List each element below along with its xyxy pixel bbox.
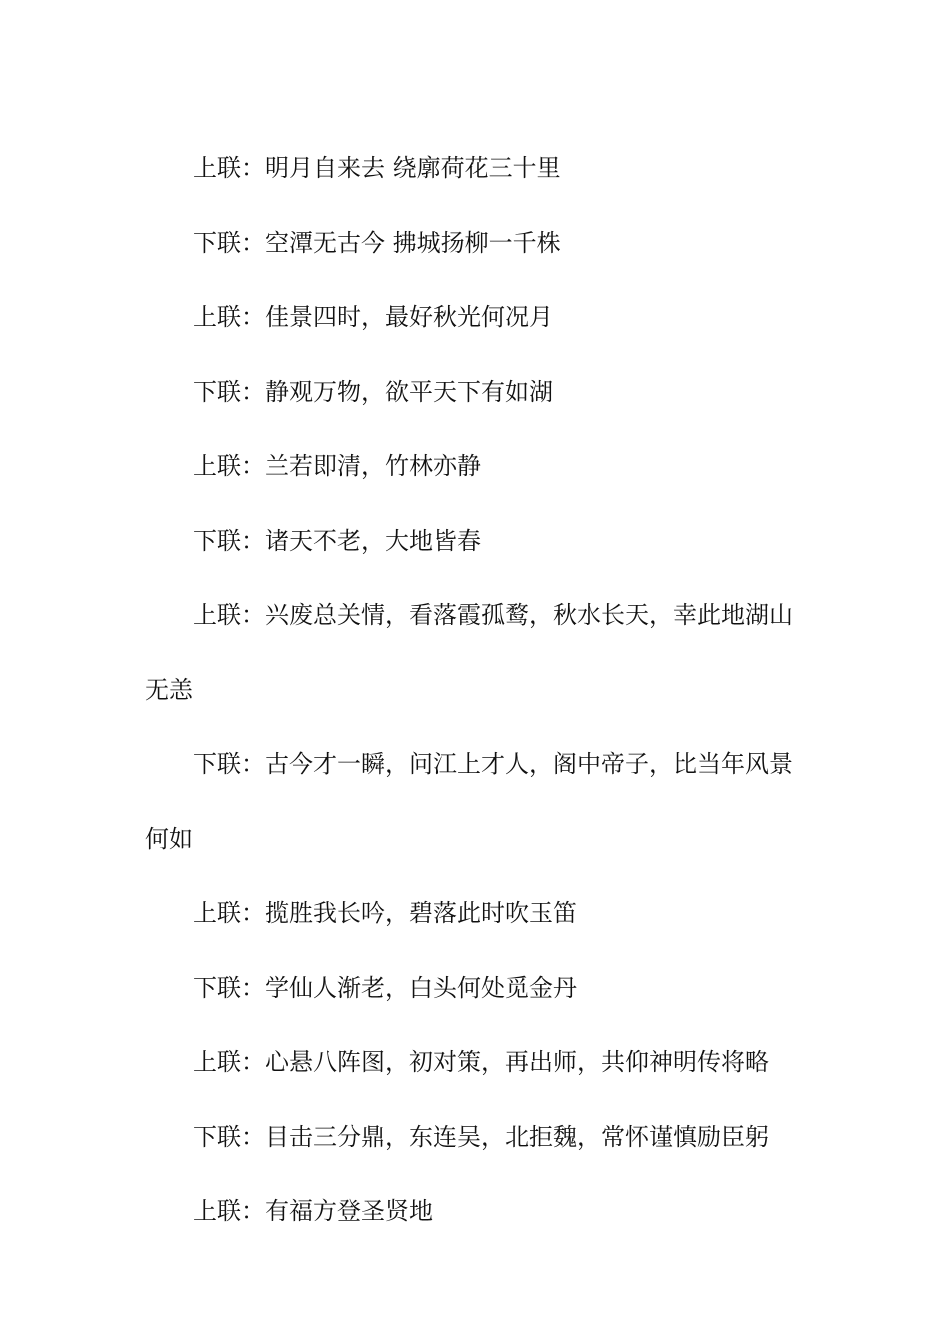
- couplet-list: [145, 131, 815, 1249]
- couplet-line-7: 上联：兴废总关情，看落霞孤鹜，秋水长天，幸此地湖山无恙: [145, 601, 793, 704]
- couplet-line-10: 下联：学仙人渐老，白头何处觅金丹: [193, 973, 577, 1002]
- couplet-line-3: 上联：佳景四时，最好秋光何况月: [193, 303, 553, 331]
- couplet-line-6: 下联：诸天不老，大地皆春: [193, 526, 481, 555]
- couplet-line-8: 下联：古今才一瞬，问江上才人，阁中帝子，比当年风景何如: [145, 750, 793, 853]
- couplet-line-12: 下联：目击三分鼎，东连吴，北拒魏，常怀谨慎励臣躬: [193, 1122, 769, 1151]
- couplet-line-2: 下联：空潭无古今 拂城扬柳一千株: [193, 228, 561, 257]
- couplet-line-9: 上联：揽胜我长吟，碧落此时吹玉笛: [193, 899, 577, 927]
- couplet-line-13: 上联：有福方登圣贤地: [193, 1197, 433, 1225]
- couplet-line-11: 上联：心悬八阵图，初对策，再出师，共仰神明传将略: [193, 1048, 769, 1076]
- couplet-line-5: 上联：兰若即清，竹林亦静: [193, 452, 481, 480]
- couplet-line-1: 上联：明月自来去 绕廓荷花三十里: [193, 154, 561, 182]
- couplet-line-4: 下联：静观万物，欲平天下有如湖: [193, 377, 553, 406]
